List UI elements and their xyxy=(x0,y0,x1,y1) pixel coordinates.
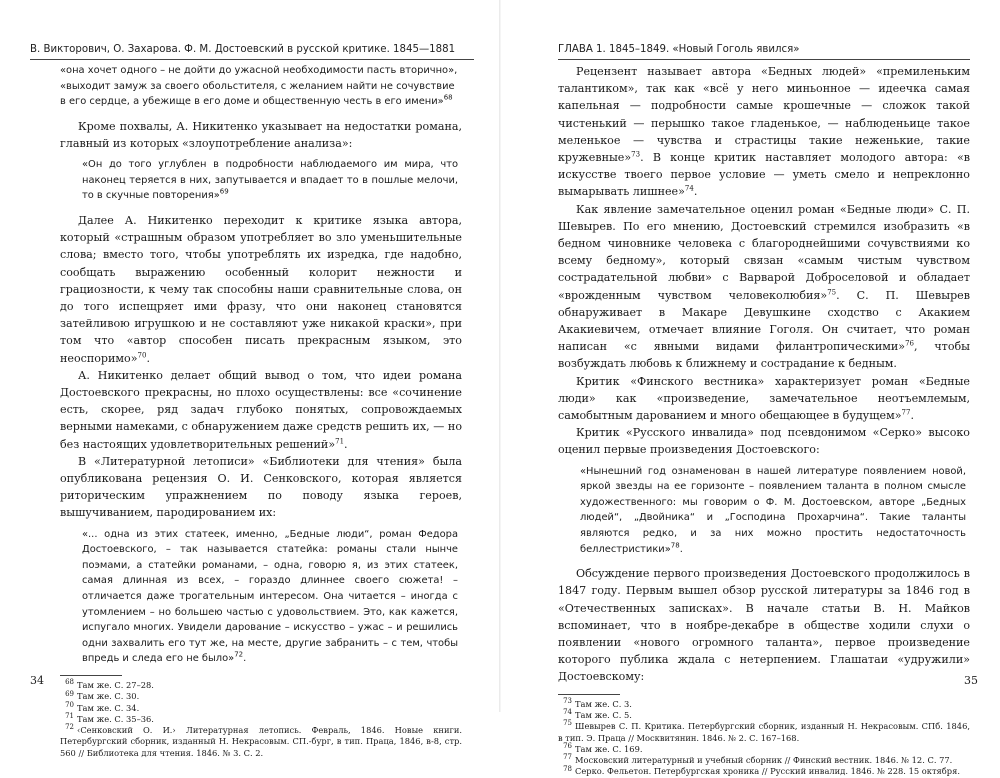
paragraph: Рецензент называет автора «Бедных людей» «премиленьким талантиком», так как «всё у него миньонное — идеечка самая капельная — подробности самые крошечные — сложок такой чистенький — перышко такое гладенькое, — наблюденьице такое меленькое — чувства и страстицы такие неженькие, такие кружевные»$^{73}$. В конце критик наставляет молодого автора: «в искусстве твоего первое условие — уметь смело и непреклонно вымарывать лишнее»$^{74}$. xyxy=(558,65,970,199)
footnote-rule xyxy=(60,675,122,676)
footnote-ref: 70 xyxy=(137,350,147,359)
paragraph: В «Литературной летописи» «Библиотеки для чтения» была опубликована рецензия О. И. Сенковского, которая является риторическим упражнением по поводу языка героев, вышучиванием, пародированием их: xyxy=(60,454,462,520)
paragraph: А. Никитенко делает общий вывод о том, что идеи романа Достоевского прекрасны, но плохо осуществлены: все «сочинение есть, скорее, ряд задач глубоко понятых, сопровождаемых верными намеками, с обнаружением даже средств решить их, — но без настоящих удовлетворительных решений»$^{71}$. xyxy=(60,368,462,451)
running-header-right: ГЛАВА 1. 1845–1849. «Новый Гоголь явился» xyxy=(558,44,800,55)
right-page-body xyxy=(558,63,970,778)
left-page-body xyxy=(60,63,462,759)
footnote: $^{71}$ Там же. С. 35–36. xyxy=(65,712,154,724)
footnote-ref: 73 xyxy=(631,150,641,159)
paragraph: Критик «Русского инвалида» под псевдонимом «Серко» высоко оценил первые произведения Достоевского: xyxy=(558,426,970,457)
footnote: $^{69}$ Там же. С. 30. xyxy=(65,689,140,702)
block-quote: «Нынешний год ознаменован в нашей литературе появлением новой, яркой звезды на ее горизонте – появлением таланта в полном смысле художественного: мы говорим о Ф. М. Достоевском, авторе „Бедных людей“, „Двойника“ и „Господина Прохарчина“. Такие таланты являются редко, и за них можно простить недостаточность беллестристики»$^{78}$. xyxy=(580,465,966,555)
footnote-ref: 68 xyxy=(443,93,453,102)
paragraph: Обсуждение первого произведения Достоевского продолжилось в 1847 году. Первым вышел обзор русской литературы за 1846 год в «Отечественных записках». В начале статьи В. Н. Майков вспоминает, что в ноябре-декабре в обществе ходили слухи о появлении «нового огромного таланта», первое произведение которого публика ждала с нетерпением. Глашатаи «удружили» Достоевскому: xyxy=(558,567,970,684)
block-quote: «Он до того углублен в подробности наблюдаемого им мира, что наконец теряется в них, запутывается и впадает то в пошлые мелочи, то в скучные повторения»$^{69}$ xyxy=(82,159,458,202)
footnote: $^{78}$ Серко. Фельетон. Петербургская хроника // Русский инвалид. 1846. № 228. 15 октября. xyxy=(563,764,960,777)
footnote-ref: 72 xyxy=(234,651,244,660)
block-quote: «она хочет одного – не дойти до ужасной необходимости пасть вторично», «выходит замуж за своего обольстителя, с желанием найти не сочувствие в его сердце, а убежище в его доме и общественную честь в его имени»$^{68}$ xyxy=(60,65,458,108)
footnote-ref: 71 xyxy=(335,436,345,445)
footnote: $^{75}$ Шевырев С. П. Критика. Петербургский сборник, изданный Н. Некрасовым. СПб. 1846, в тип. Э. Праца // Москвитянин. 1846. № 2. С. 167–168. xyxy=(558,719,970,743)
footnote-ref: 69 xyxy=(219,188,229,197)
left-page xyxy=(0,0,500,758)
header-rule xyxy=(30,59,474,60)
block-quote: «... одна из этих статеек, именно, „Бедные люди“, роман Федора Достоевского, – так называется статейка: романы стали нынче поэмами, а статейки романами, – одна, говорю я, из этих статеек, самая длинная из всех, – гораздо длиннее своего сюжета! – отличается даже трогательным интересом. Она читается – иногда с утомлением – но большею частью с удовольствием. Это, как кажется, испугало многих. Увидели дарование – искусство – ужас – и решились одни захвалить его тут же, на месте, другие забранить – с тем, чтобы впредь и следа его не было»$^{72}$. xyxy=(82,528,458,665)
footnote: $^{70}$ Там же. С. 34. xyxy=(65,700,140,713)
footnote: $^{73}$ Там же. С. 3. xyxy=(563,696,632,709)
footnote-rule xyxy=(558,694,620,695)
footnote-ref: 78 xyxy=(670,541,680,550)
right-page xyxy=(500,0,1000,777)
footnote: $^{77}$ Московский литературный и учебный сборник // Финский вестник. 1846. № 12. С. 77. xyxy=(563,753,953,766)
paragraph: Критик «Финского вестника» характеризует роман «Бедные люди» как «произведение, замечательное неотъемлемым, самобытным дарованием и много обещающее в будущем»$^{77}$. xyxy=(558,374,970,423)
footnote-ref: 77 xyxy=(901,408,911,417)
footnote-ref: 74 xyxy=(684,184,694,193)
header-rule xyxy=(558,59,970,60)
page-number-left: 34 xyxy=(30,674,44,687)
footnote: $^{74}$ Там же. С. 5. xyxy=(563,708,632,720)
paragraph: Кроме похвалы, А. Никитенко указывает на недостатки романа, главный из которых «злоупотребление анализа»: xyxy=(60,119,462,150)
footnote: $^{72}$ ‹Сенковский О. И.› Литературная летопись. Февраль, 1846. Новые книги. Петербургский сборник, изданный Н. Некрасовым. СП.-бург, в тип. Праца, 1846, в-8, стр. 560 // Библиотека для чтения. 1846. № 3. С. 2. xyxy=(60,723,462,758)
running-header-left: В. Викторович, О. Захарова. Ф. М. Достоевский в русской критике. 1845—1881 xyxy=(30,44,456,55)
footnote: $^{68}$ Там же. С. 27–28. xyxy=(65,678,154,690)
footnote: $^{76}$ Там же. С. 169. xyxy=(563,742,643,754)
footnote-ref: 75 xyxy=(827,287,837,296)
paragraph: Далее А. Никитенко переходит к критике языка автора, который «страшным образом употребляет во зло уменьшительные слова; вместо того, чтобы употреблять их изредка, где надобно, сообщать выражению особенный колорит нежности и грациозности, к чему так способны наши сравнительные слова, он до того испещряет ими фразу, что они наконец становятся затейливою игрушкою и не составляют уже никакой краски», при том что «автор способен писать прекрасным языком, это неоспоримо»$^{70}$. xyxy=(60,213,462,365)
paragraph: Как явление замечательное оценил роман «Бедные люди» С. П. Шевырев. По его мнению, Достоевский стремился изобразить «в бедном чиновнике человека с благороднейшими сочувствиями ко всему бедному», который связан «самым чистым чувством сострадательной любви» с Варварой Доброселовой и обладает «врожденным чувством человеколюбия»$^{75}$. С. П. Шевырев обнаруживает в Макаре Девушкине сходство с Акакием Акакиевичем, отмечает влияние Гоголя. Он считает, что роман написан «с явными видами филантропическими»$^{76}$, чтобы возбуждать любовь к ближнему и сострадание к бедным. xyxy=(558,202,971,371)
footnote-ref: 76 xyxy=(905,339,914,348)
page-number-right: 35 xyxy=(964,674,978,687)
